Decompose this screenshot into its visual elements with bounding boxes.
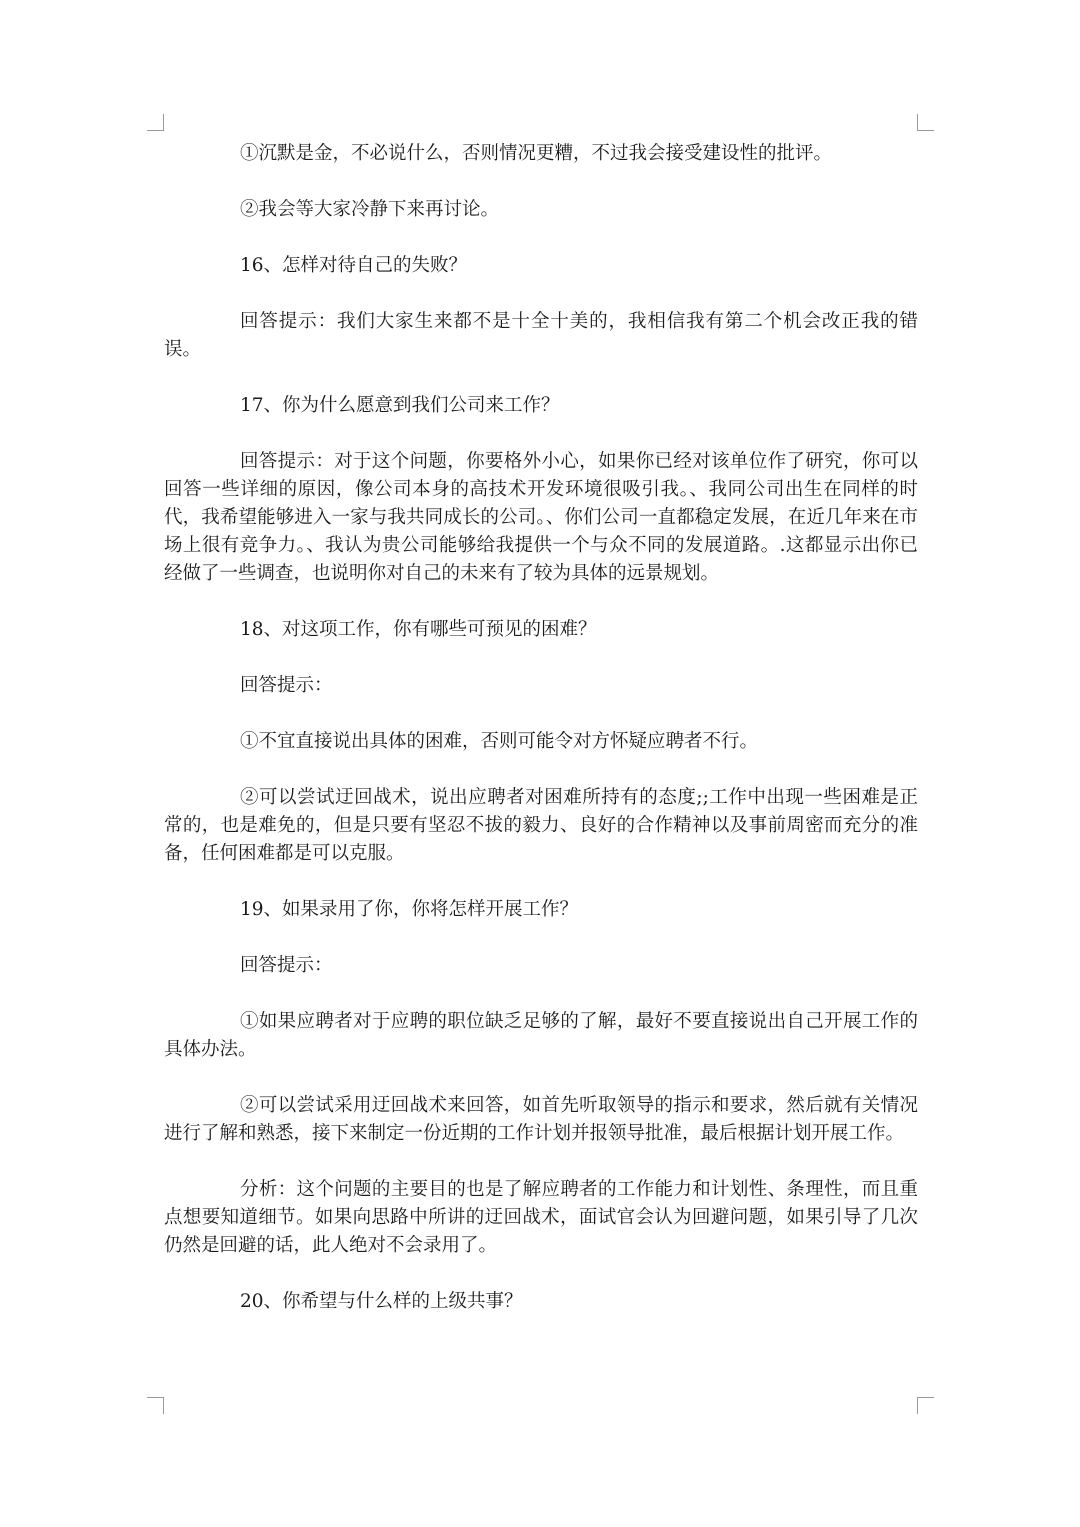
answer-hint-18-label: 回答提示： <box>240 675 333 696</box>
answer-19-option-2: ②可以尝试采用迂回战术来回答，如首先听取领导的指示和要求，然后就有关情况进行了解和熟悉，接下来制定一份近期的工作计划并报领导批准，最后根据计划开展工作。 <box>164 1095 918 1144</box>
paragraph-option-2: ②我会等大家冷静下来再讨论。 <box>240 199 500 220</box>
answer-hint-19-label: 回答提示： <box>240 955 333 976</box>
question-18: 18、对这项工作，你有哪些可预见的困难？ <box>240 619 597 640</box>
answer-18-option-2: ②可以尝试迂回战术，说出应聘者对困难所持有的态度;;工作中出现一些困难是正常的，也是难免的，但是只要有坚忍不拔的毅力、良好的合作精神以及事前周密而充分的准备，任何困难都是可以克服。 <box>164 787 918 864</box>
answer-19-option-1: ①如果应聘者对于应聘的职位缺乏足够的了解，最好不要直接说出自己开展工作的具体办法。 <box>164 1011 918 1060</box>
answer-hint-16: 回答提示：我们大家生来都不是十全十美的，我相信我有第二个机会改正我的错误。 <box>164 311 918 360</box>
answer-18-option-1: ①不宜直接说出具体的困难，否则可能令对方怀疑应聘者不行。 <box>240 731 759 752</box>
document-body <box>164 140 918 1344</box>
paragraph-option-1: ①沉默是金，不必说什么，否则情况更糟，不过我会接受建设性的批评。 <box>240 143 833 164</box>
question-19: 19、如果录用了你，你将怎样开展工作？ <box>240 899 579 920</box>
answer-hint-17: 回答提示：对于这个问题，你要格外小心，如果你已经对该单位作了研究，你可以回答一些详细的原因，像公司本身的高技术开发环境很吸引我。、我同公司出生在同样的时代，我希望能够进入一家与我共同成长的公司。、你们公司一直都稳定发展，在近几年来在市场上很有竞争力。、我认为贵公司能够给我提供一个与众不同的发展道路。.这都显示出你已经做了一些调查，也说明你对自己的未来有了较为具体的远景规划。 <box>164 451 918 584</box>
crop-mark-top-left <box>147 114 164 131</box>
crop-mark-bottom-right <box>917 1397 934 1414</box>
crop-mark-bottom-left <box>147 1397 164 1414</box>
question-20: 20、你希望与什么样的上级共事？ <box>240 1291 523 1312</box>
crop-mark-top-right <box>917 114 934 131</box>
question-17: 17、你为什么愿意到我们公司来工作？ <box>240 395 560 416</box>
question-16: 16、怎样对待自己的失败？ <box>240 255 468 276</box>
analysis-19: 分析：这个问题的主要目的也是了解应聘者的工作能力和计划性、条理性，而且重点想要知道细节。如果向思路中所讲的迂回战术，面试官会认为回避问题，如果引导了几次仍然是回避的话，此人绝对不会录用了。 <box>164 1179 918 1256</box>
